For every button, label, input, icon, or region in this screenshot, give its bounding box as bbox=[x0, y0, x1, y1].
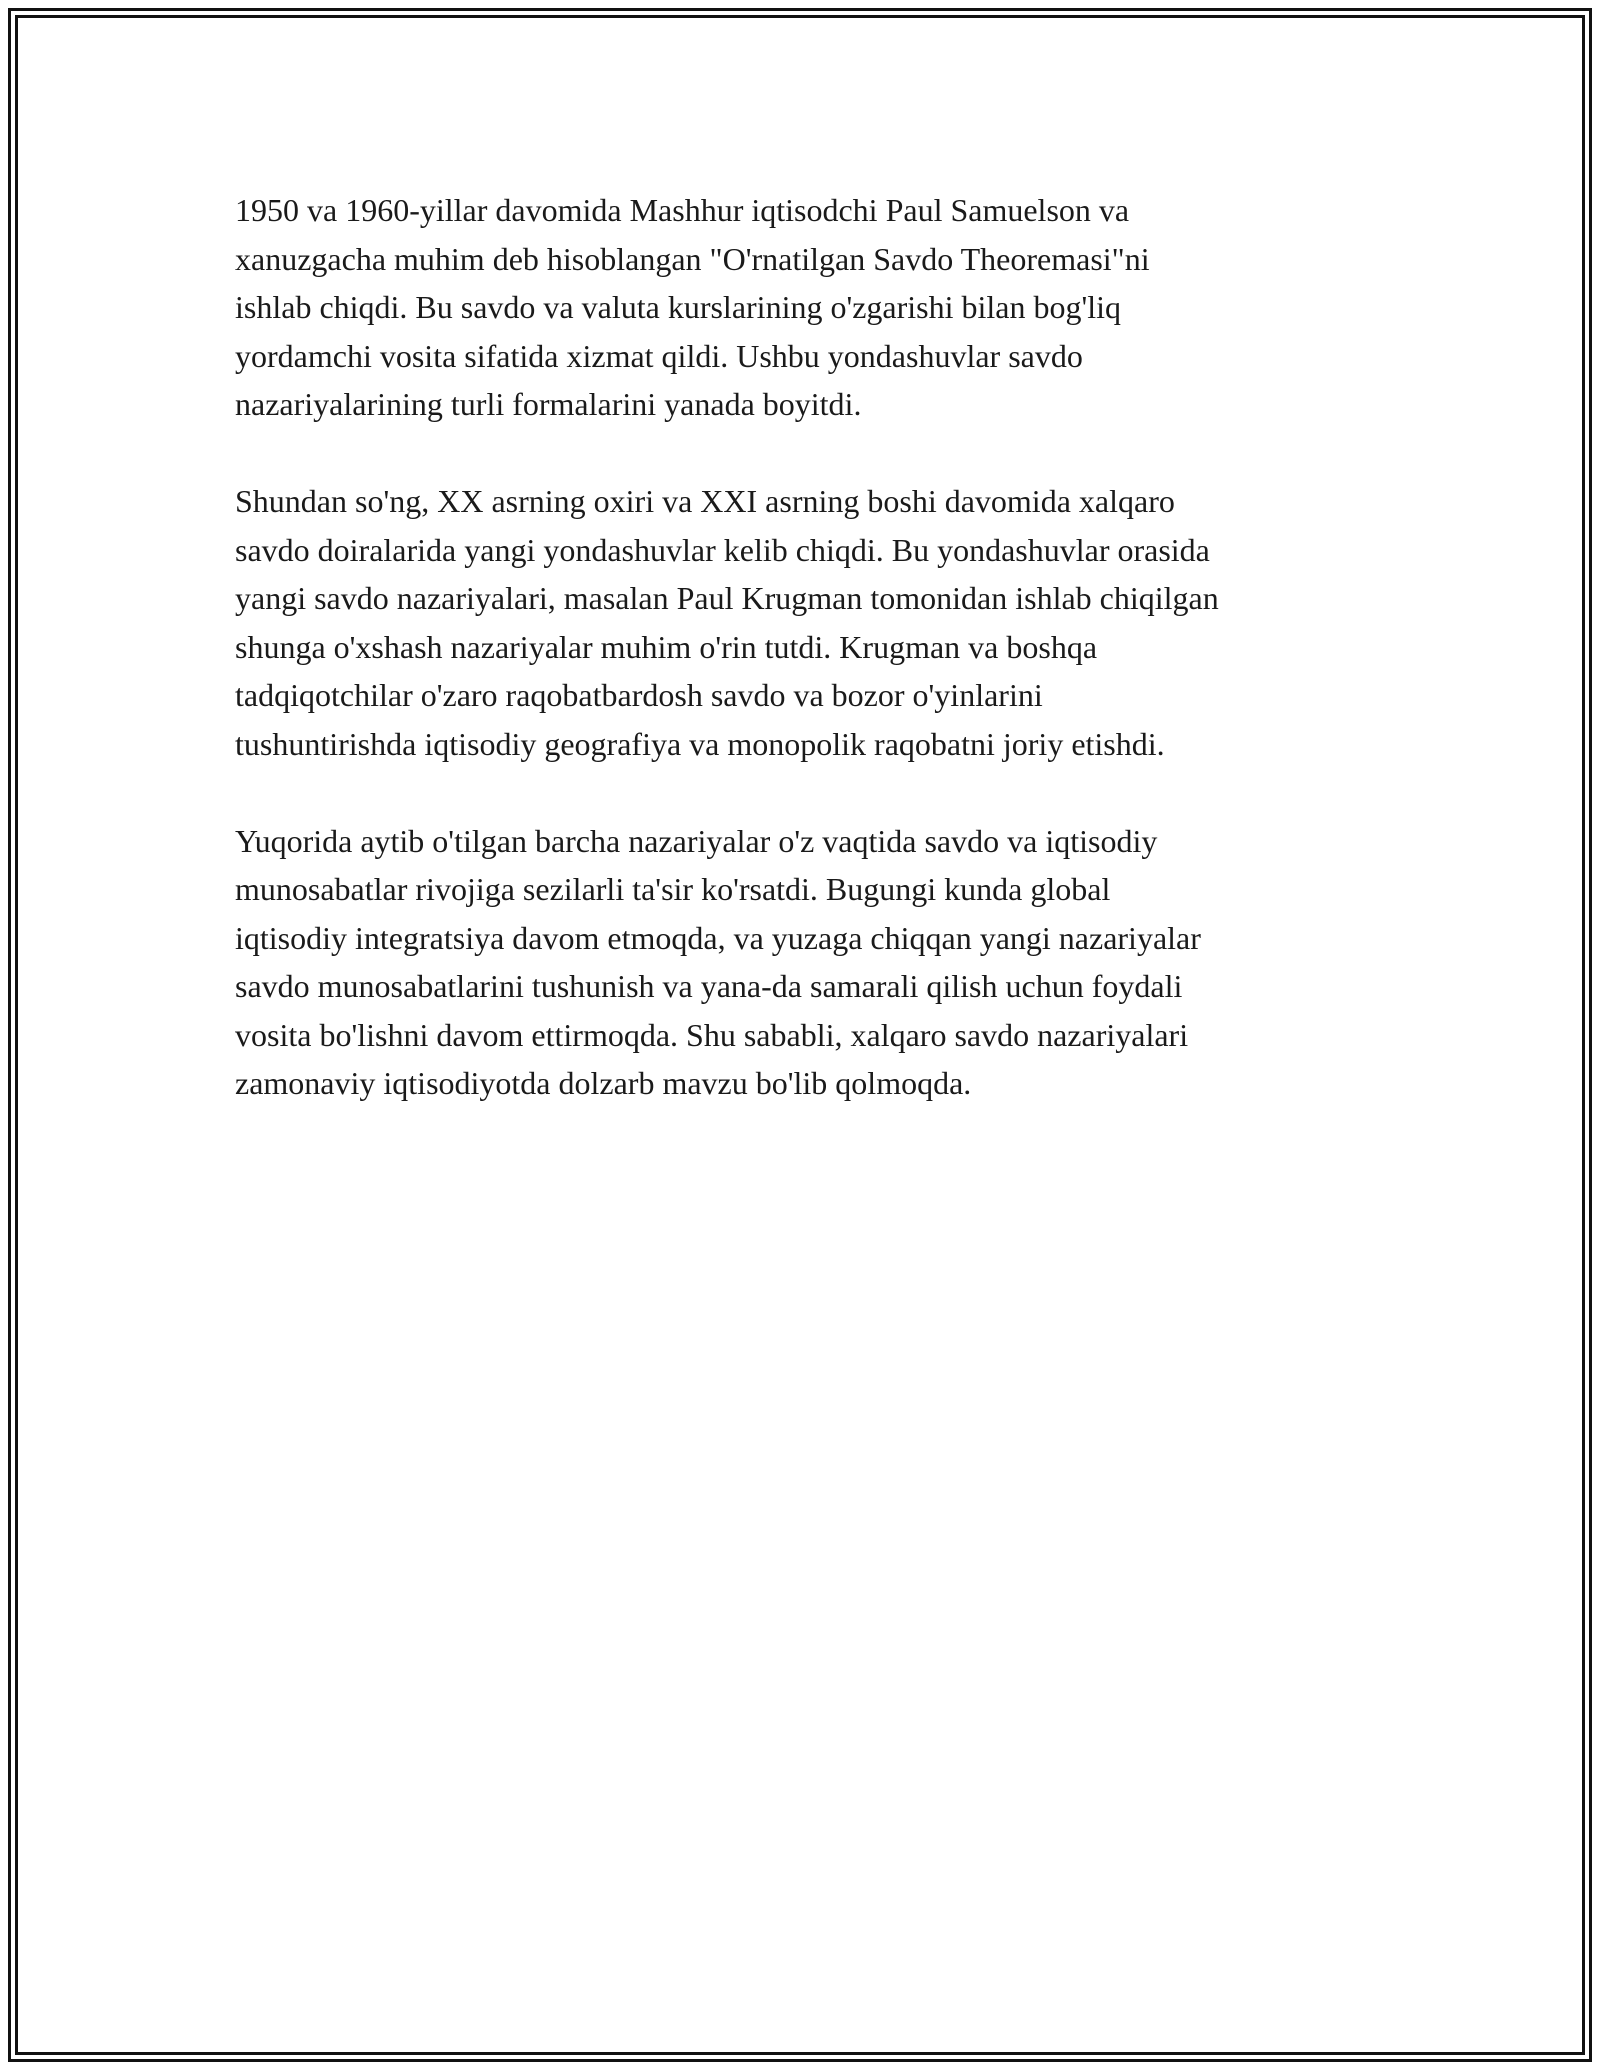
document-body bbox=[235, 186, 1385, 1156]
paragraph-3: Yuqorida aytib o'tilgan barcha nazariyalar o'z vaqtida savdo va iqtisodiy munosabatlar rivojiga sezilarli ta'sir ko'rsatdi. Bugungi kunda global iqtisodiy integratsiya davom etmoqda, va yuzaga chiqqan yangi nazariyalar savdo munosabatlarini tushunish va yana-da samarali qilish uchun foydali vosita bo'lishni davom ettirmoqda. Shu sababli, xalqaro savdo nazariyalari zamonaviy iqtisodiyotda dolzarb mavzu bo'lib qolmoqda. bbox=[235, 822, 1201, 1101]
paragraph-2: Shundan so'ng, XX asrning oxiri va XXI asrning boshi davomida xalqaro savdo doiralarida yangi yondashuvlar kelib chiqdi. Bu yondashuvlar orasida yangi savdo nazariyalari, masalan Paul Krugman tomonidan ishlab chiqilgan shunga o'xshash nazariyalar muhim o'rin tutdi. Krugman va boshqa tadqiqotchilar o'zaro raqobatbardosh savdo va bozor o'yinlarini tushuntirishda iqtisodiy geografiya va monopolik raqobatni joriy etishdi. bbox=[235, 483, 1219, 762]
paragraph-1: 1950 va 1960-yillar davomida Mashhur iqtisodchi Paul Samuelson va xanuzgacha muhim deb hisoblangan "O'rnatilgan Savdo Theoremasi"ni ishlab chiqdi. Bu savdo va valuta kurslarining o'zgarishi bilan bog'liq yordamchi vosita sifatida xizmat qildi. Ushbu yondashuvlar savdo nazariyalarining turli formalarini yanada boyitdi. bbox=[235, 192, 1150, 422]
